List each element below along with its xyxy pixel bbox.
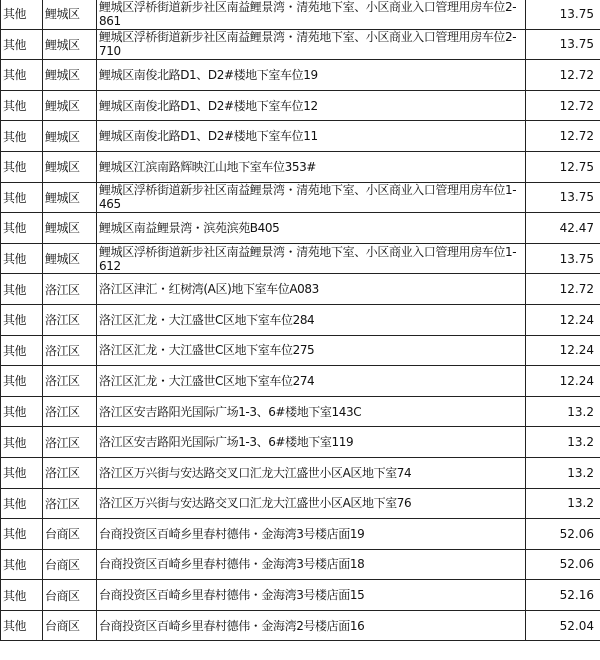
cell-district: 洛江区 bbox=[43, 274, 97, 305]
cell-description: 洛江区汇龙・大江盛世C区地下室车位274 bbox=[97, 366, 526, 397]
cell-description: 台商投资区百崎乡里春村德伟・金海湾3号楼店面15 bbox=[97, 580, 526, 611]
cell-district: 鲤城区 bbox=[43, 60, 97, 91]
cell-district: 鲤城区 bbox=[43, 121, 97, 152]
cell-description: 台商投资区百崎乡里春村德伟・金海湾3号楼店面19 bbox=[97, 519, 526, 550]
cell-category: 其他 bbox=[1, 243, 43, 274]
cell-category: 其他 bbox=[1, 549, 43, 580]
table-row bbox=[1, 29, 600, 60]
cell-area: 12.72 bbox=[526, 121, 600, 152]
cell-district: 洛江区 bbox=[43, 304, 97, 335]
cell-area: 42.47 bbox=[526, 213, 600, 244]
table-row bbox=[1, 549, 600, 580]
cell-category: 其他 bbox=[1, 335, 43, 366]
cell-category: 其他 bbox=[1, 304, 43, 335]
cell-category: 其他 bbox=[1, 151, 43, 182]
cell-description: 洛江区安吉路阳光国际广场1-3、6#楼地下室143C bbox=[97, 396, 526, 427]
table-row bbox=[1, 274, 600, 305]
cell-district: 洛江区 bbox=[43, 396, 97, 427]
cell-area: 13.75 bbox=[526, 243, 600, 274]
cell-district: 台商区 bbox=[43, 580, 97, 611]
cell-district: 洛江区 bbox=[43, 488, 97, 519]
property-table-body bbox=[1, 0, 600, 641]
cell-district: 鲤城区 bbox=[43, 29, 97, 60]
table-row bbox=[1, 366, 600, 397]
cell-description: 鲤城区浮桥街道新步社区南益鲤景湾・清苑地下室、小区商业入口管理用房车位1-612 bbox=[97, 243, 526, 274]
cell-description: 鲤城区浮桥街道新步社区南益鲤景湾・清苑地下室、小区商业入口管理用房车位1-465 bbox=[97, 182, 526, 213]
table-row bbox=[1, 182, 600, 213]
cell-area: 13.2 bbox=[526, 396, 600, 427]
cell-description: 洛江区万兴街与安达路交叉口汇龙大江盛世小区A区地下室76 bbox=[97, 488, 526, 519]
cell-category: 其他 bbox=[1, 580, 43, 611]
cell-category: 其他 bbox=[1, 60, 43, 91]
table-row bbox=[1, 151, 600, 182]
cell-district: 台商区 bbox=[43, 519, 97, 550]
cell-category: 其他 bbox=[1, 519, 43, 550]
cell-area: 13.2 bbox=[526, 488, 600, 519]
cell-description: 洛江区津汇・红树湾(A区)地下室车位A083 bbox=[97, 274, 526, 305]
cell-district: 台商区 bbox=[43, 610, 97, 641]
cell-area: 12.75 bbox=[526, 151, 600, 182]
cell-area: 52.16 bbox=[526, 580, 600, 611]
cell-district: 鲤城区 bbox=[43, 0, 97, 29]
cell-description: 洛江区万兴街与安达路交叉口汇龙大江盛世小区A区地下室74 bbox=[97, 457, 526, 488]
cell-district: 鲤城区 bbox=[43, 243, 97, 274]
cell-description: 洛江区汇龙・大江盛世C区地下室车位284 bbox=[97, 304, 526, 335]
cell-category: 其他 bbox=[1, 396, 43, 427]
cell-area: 13.75 bbox=[526, 29, 600, 60]
table-row bbox=[1, 427, 600, 458]
table-row bbox=[1, 304, 600, 335]
cell-category: 其他 bbox=[1, 488, 43, 519]
cell-category: 其他 bbox=[1, 29, 43, 60]
cell-category: 其他 bbox=[1, 610, 43, 641]
cell-district: 洛江区 bbox=[43, 366, 97, 397]
cell-category: 其他 bbox=[1, 427, 43, 458]
cell-description: 鲤城区浮桥街道新步社区南益鲤景湾・清苑地下室、小区商业入口管理用房车位2-710 bbox=[97, 29, 526, 60]
cell-district: 洛江区 bbox=[43, 457, 97, 488]
cell-district: 鲤城区 bbox=[43, 182, 97, 213]
table-row bbox=[1, 488, 600, 519]
cell-district: 鲤城区 bbox=[43, 90, 97, 121]
cell-description: 洛江区安吉路阳光国际广场1-3、6#楼地下室119 bbox=[97, 427, 526, 458]
cell-description: 鲤城区南俊北路D1、D2#楼地下室车位19 bbox=[97, 60, 526, 91]
cell-area: 12.72 bbox=[526, 90, 600, 121]
cell-area: 12.24 bbox=[526, 366, 600, 397]
cell-description: 鲤城区南益鲤景湾・滨苑滨苑B405 bbox=[97, 213, 526, 244]
cell-category: 其他 bbox=[1, 182, 43, 213]
table-row bbox=[1, 519, 600, 550]
table-row bbox=[1, 213, 600, 244]
cell-area: 52.04 bbox=[526, 610, 600, 641]
cell-area: 12.24 bbox=[526, 304, 600, 335]
cell-area: 13.2 bbox=[526, 457, 600, 488]
cell-district: 洛江区 bbox=[43, 335, 97, 366]
cell-district: 台商区 bbox=[43, 549, 97, 580]
cell-description: 鲤城区南俊北路D1、D2#楼地下室车位12 bbox=[97, 90, 526, 121]
cell-description: 鲤城区江滨南路辉映江山地下室车位353# bbox=[97, 151, 526, 182]
cell-description: 台商投资区百崎乡里春村德伟・金海湾2号楼店面16 bbox=[97, 610, 526, 641]
cell-category: 其他 bbox=[1, 90, 43, 121]
table-row bbox=[1, 60, 600, 91]
cell-category: 其他 bbox=[1, 121, 43, 152]
table-row bbox=[1, 0, 600, 29]
table-row bbox=[1, 243, 600, 274]
cell-area: 13.2 bbox=[526, 427, 600, 458]
cell-category: 其他 bbox=[1, 457, 43, 488]
table-row bbox=[1, 90, 600, 121]
cell-area: 13.75 bbox=[526, 182, 600, 213]
cell-description: 台商投资区百崎乡里春村德伟・金海湾3号楼店面18 bbox=[97, 549, 526, 580]
cell-category: 其他 bbox=[1, 366, 43, 397]
cell-district: 洛江区 bbox=[43, 427, 97, 458]
cell-district: 鲤城区 bbox=[43, 213, 97, 244]
cell-area: 12.72 bbox=[526, 60, 600, 91]
table-row bbox=[1, 610, 600, 641]
cell-description: 鲤城区浮桥街道新步社区南益鲤景湾・清苑地下室、小区商业入口管理用房车位2-861 bbox=[97, 0, 526, 29]
cell-description: 鲤城区南俊北路D1、D2#楼地下室车位11 bbox=[97, 121, 526, 152]
cell-district: 鲤城区 bbox=[43, 151, 97, 182]
cell-category: 其他 bbox=[1, 213, 43, 244]
cell-category: 其他 bbox=[1, 0, 43, 29]
table-row bbox=[1, 121, 600, 152]
table-row bbox=[1, 580, 600, 611]
table-row bbox=[1, 335, 600, 366]
cell-description: 洛江区汇龙・大江盛世C区地下室车位275 bbox=[97, 335, 526, 366]
table-row bbox=[1, 457, 600, 488]
cell-area: 12.72 bbox=[526, 274, 600, 305]
cell-category: 其他 bbox=[1, 274, 43, 305]
cell-area: 52.06 bbox=[526, 519, 600, 550]
cell-area: 12.24 bbox=[526, 335, 600, 366]
cell-area: 52.06 bbox=[526, 549, 600, 580]
cell-area: 13.75 bbox=[526, 0, 600, 29]
table-row bbox=[1, 396, 600, 427]
